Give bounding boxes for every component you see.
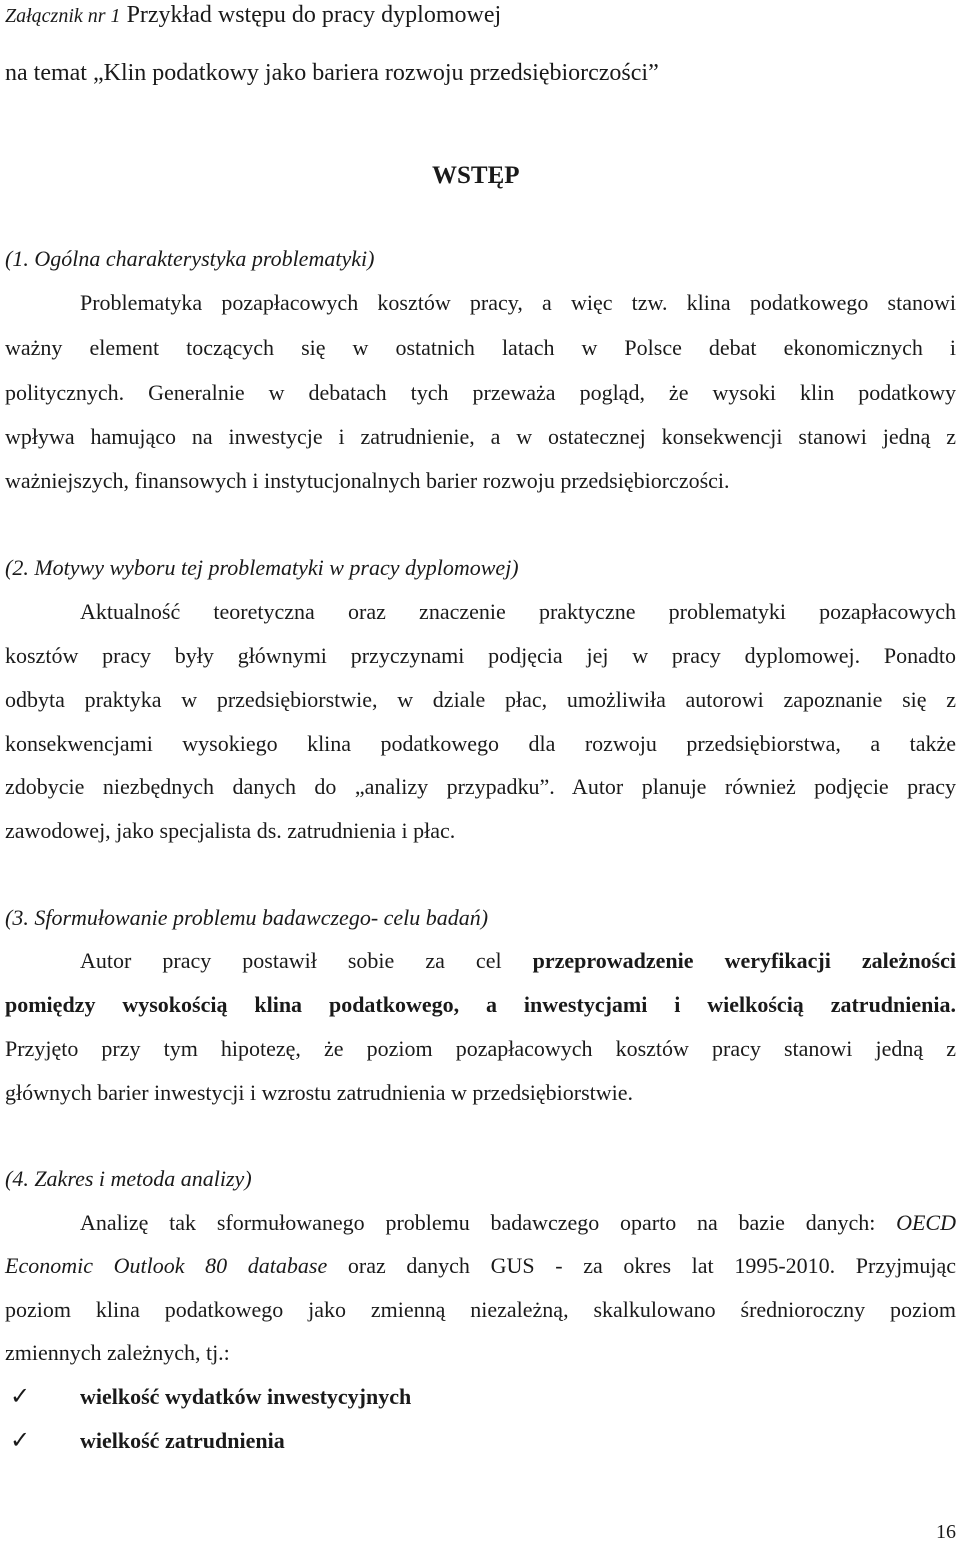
page-number: 16: [936, 1521, 956, 1543]
section-3-line-3: Przyjęto przy tym hipotezę, że poziom pozapłacowych kosztów pracy stanowi jedną z: [5, 1036, 956, 1061]
list-item-label: wielkość wydatków inwestycyjnych: [80, 1384, 412, 1409]
section-4-line-1-plain: Analizę tak sformułowanego problemu badawczego oparto na bazie danych:: [80, 1210, 897, 1235]
section-2-line: konsekwencjami wysokiego klina podatkowego dla rozwoju przedsiębiorstwa, a także: [5, 731, 956, 756]
section-2-line: zawodowej, jako specjalista ds. zatrudnienia i płac.: [5, 818, 456, 843]
section-4-line-1: [0, 1210, 960, 1236]
section-2-heading: (2. Motywy wyboru tej problematyki w pracy dyplomowej): [5, 555, 519, 580]
section-4-line-1-italic: OECD: [896, 1210, 956, 1235]
section-4-line-3: poziom klina podatkowego jako zmienną niezależną, skalkulowano średnioroczny poziom: [5, 1297, 956, 1322]
section-1-heading: (1. Ogólna charakterystyka problematyki): [5, 246, 375, 271]
section-3-line-1: [0, 948, 960, 974]
check-icon: ✓: [10, 1426, 31, 1454]
section-1-line: Problematyka pozapłacowych kosztów pracy, a więc tzw. klina podatkowego stanowi: [80, 290, 956, 315]
section-1-line: ważniejszych, finansowych i instytucjonalnych barier rozwoju przedsiębiorczości.: [5, 468, 730, 493]
section-2-line: kosztów pracy były głównymi przyczynami podjęcia jej w pracy dyplomowej. Ponadto: [5, 643, 956, 668]
section-2-line: zdobycie niezbędnych danych do „analizy przypadku”. Autor planuje również podjęcie pracy: [5, 774, 956, 799]
section-4-line-2: [5, 1253, 956, 1279]
section-1-line: ważny element toczących się w ostatnich latach w Polsce debat ekonomicznych i: [5, 335, 956, 360]
section-1-line: politycznych. Generalnie w debatach tych przeważa pogląd, że wysoki klin podatkowy: [5, 380, 956, 405]
section-4-line-2-italic: Economic Outlook 80 database: [5, 1253, 328, 1278]
section-3-line-1-bold: przeprowadzenie weryfikacji zależności: [532, 948, 956, 973]
list-item: [0, 1428, 960, 1458]
section-1-line: wpływa hamująco na inwestycje i zatrudnienie, a w ostatecznej konsekwencji stanowi jedną z: [5, 424, 956, 449]
page-heading: WSTĘP: [432, 162, 520, 189]
list-item: [0, 1384, 960, 1414]
section-2-line: odbyta praktyka w przedsiębiorstwie, w dziale płac, umożliwiła autorowi zapoznanie się z: [5, 687, 956, 712]
section-4-line-4: zmiennych zależnych, tj.:: [5, 1340, 230, 1365]
section-4-heading: (4. Zakres i metoda analizy): [5, 1166, 252, 1191]
annex-title: Przykład wstępu do pracy dyplomowej: [120, 2, 502, 28]
section-3-line-2: pomiędzy wysokością klina podatkowego, a inwestycjami i wielkością zatrudnienia.: [5, 992, 956, 1017]
list-item-label: wielkość zatrudnienia: [80, 1428, 285, 1453]
annex-header: [5, 2, 960, 29]
section-2-line: Aktualność teoretyczna oraz znaczenie praktyczne problematyki pozapłacowych: [80, 599, 956, 624]
section-3-line-4: głównych barier inwestycji i wzrostu zatrudnienia w przedsiębiorstwie.: [5, 1080, 634, 1105]
topic-line: na temat „Klin podatkowy jako bariera rozwoju przedsiębiorczości”: [5, 60, 659, 86]
section-3-heading: (3. Sformułowanie problemu badawczego- celu badań): [5, 905, 489, 930]
section-4-line-2-plain: oraz danych GUS - za okres lat 1995-2010. Przyjmując: [327, 1253, 956, 1278]
check-icon: ✓: [10, 1382, 31, 1410]
annex-label: Załącznik nr 1: [5, 5, 121, 27]
section-3-line-1-plain: Autor pracy postawił sobie za cel: [80, 948, 533, 973]
